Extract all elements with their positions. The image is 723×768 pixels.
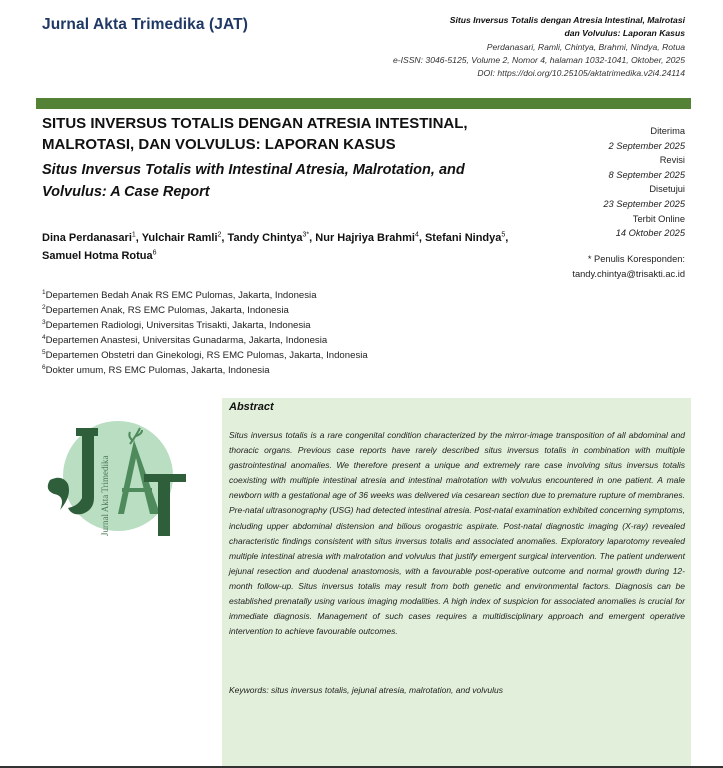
running-title-line2: dan Volvulus: Laporan Kasus <box>564 28 685 39</box>
author <box>142 232 228 244</box>
author <box>42 232 142 244</box>
journal-title: Jurnal Akta Trimedika (JAT) <box>42 16 248 33</box>
author <box>42 250 157 262</box>
received-date: 2 September 2025 <box>608 140 685 151</box>
author-separator: , <box>309 232 316 244</box>
received-label: Diterima <box>650 126 685 136</box>
affiliation-sup: 2 <box>42 303 46 311</box>
author-affil-sup: 4 <box>414 231 419 239</box>
affiliation-sup: 5 <box>42 349 46 357</box>
abstract-box <box>222 398 691 768</box>
author-separator: , <box>221 232 228 244</box>
jat-logo-graphic <box>38 418 188 538</box>
author-list <box>42 229 512 265</box>
logo-j-tail <box>48 478 69 510</box>
affiliation-text: Departemen Anak, RS EMC Pulomas, Jakarta, Indonesia <box>45 305 289 317</box>
article-title-indonesian: SITUS INVERSUS TOTALIS DENGAN ATRESIA INTESTINAL, MALROTASI, DAN VOLVULUS: LAPORAN KASUS <box>42 115 468 153</box>
author-name: Tandy Chintya <box>227 232 303 244</box>
author-affil-sup: 3* <box>302 231 310 239</box>
affiliation-text: Dokter umum, RS EMC Pulomas, Jakarta, Indonesia <box>45 365 270 377</box>
correspondence <box>485 252 685 281</box>
author-name: Dina Perdanasari <box>42 232 132 244</box>
author-affil-sup: 2 <box>217 231 222 239</box>
affiliation-item <box>42 288 512 303</box>
author-separator: , <box>135 232 142 244</box>
accepted-date: 23 September 2025 <box>603 198 685 209</box>
keywords: Keywords: situs inversus totalis, jejunal atresia, malrotation, and volvulus <box>229 685 504 695</box>
jat-logo-icon <box>38 418 188 538</box>
running-authors: Perdanasari, Ramli, Chintya, Brahmi, Nindya, Rotua <box>486 41 685 52</box>
abstract-text: Situs inversus totalis is a rare congenital condition characterized by the mirror-image transposition of all abdominal and thoracic organs. Previous case reports have rarely described situs inversus totalis in combination with multiple gastrointestinal anomalies. We therefore present a unique and extremely rare case involving situs inversus totalis coexisting with multiple intestinal atresia and intestinal malrotation with volvulus encountered in one patient. A male newborn with a gestational age of 36 weeks was delivered via cesarean section due to premature rupture of membranes. Pre-natal ultrasonography (USG) had detected intestinal atresia. Post-natal examination exhibited concerning symptoms, including upper abdominal distension and bilious orogastric aspirate. Post-natal diagnostic imaging (X-ray) revealed characteristic findings consistent with situs inversus totalis and associated anomalies. Exploratory laparotomy revealed multiple intestinal atresia with malrotation and volvulus that justify emergent surgical intervention. The patient underwent jejunal resection and duodenal anastomosis, with a favourable post-operative outcome and normal growth during 12-month follow-up. Situs inversus totalis may result from both genetic and environmental factors. Diagnosis can be established prenatally using various imaging modalities. A high index of suspicion for associated anomalies is crucial for immediate diagnosis. Management of such cases requires a multidisciplinary approach and emergent operative intervention to achieve favourable outcomes. <box>229 430 685 637</box>
logo-vertical-text: Jurnal Akta Trimedika <box>100 455 110 536</box>
affiliation-item <box>42 333 512 348</box>
affiliation-item <box>42 303 512 318</box>
logo-a-crossbar <box>122 488 152 492</box>
running-title-line1: Situs Inversus Totalis dengan Atresia Intestinal, Malrotasi <box>449 15 685 25</box>
author-affil-sup: 6 <box>152 249 157 257</box>
author-affil-sup: 5 <box>501 231 506 239</box>
author <box>315 232 425 244</box>
author-separator: , <box>505 232 509 244</box>
affiliation-text: Departemen Anastesi, Universitas Gunadarma, Jakarta, Indonesia <box>45 335 328 347</box>
revised-label: Revisi <box>659 155 685 166</box>
online-label: Terbit Online <box>632 213 685 224</box>
revised-date: 8 September 2025 <box>608 169 685 180</box>
affiliation-sup: 6 <box>42 364 46 372</box>
logo-t-stem <box>158 474 170 536</box>
author-separator: , <box>418 232 425 244</box>
header-divider-bar <box>36 98 691 109</box>
affiliation-item <box>42 318 512 333</box>
affiliation-text: Departemen Obstetri dan Ginekologi, RS EMC Pulomas, Jakarta, Indonesia <box>45 350 368 362</box>
accepted-label: Disetujui <box>649 184 685 195</box>
affiliation-list <box>42 288 512 379</box>
issn-line: e-ISSN: 3046-5125, Volume 2, Nomor 4, halaman 1032-1041, Oktober, 2025 <box>392 54 685 65</box>
author <box>228 232 316 244</box>
online-date: 14 Oktober 2025 <box>615 228 685 239</box>
article-title-english: Situs Inversus Totalis with Intestinal Atresia, Malrotation, and Volvulus: A Case Report <box>42 162 465 200</box>
affiliation-sup: 1 <box>42 288 46 296</box>
author-name: Samuel Hotma Rotua <box>42 250 153 262</box>
doi-link[interactable]: DOI: https://doi.org/10.25105/aktatrimedika.v2i4.24114 <box>477 68 685 79</box>
affiliation-text: Departemen Bedah Anak RS EMC Pulomas, Jakarta, Indonesia <box>45 290 317 301</box>
author <box>425 232 508 244</box>
author-name: Yulchair Ramli <box>141 232 218 244</box>
correspondence-label: * Penulis Koresponden: <box>587 254 685 264</box>
author-affil-sup: 1 <box>131 231 136 239</box>
author-name: Nur Hajriya Brahmi <box>315 232 415 244</box>
affiliation-item <box>42 348 512 363</box>
affiliation-sup: 3 <box>42 319 46 326</box>
correspondence-email[interactable]: tandy.chintya@trisakti.ac.id <box>572 268 685 279</box>
abstract-heading: Abstract <box>229 401 274 413</box>
running-head <box>325 14 685 80</box>
affiliation-item <box>42 363 512 378</box>
author-name: Stefani Nindya <box>424 232 502 244</box>
article-dates <box>525 124 685 241</box>
affiliation-text: Departemen Radiologi, Universitas Trisakti, Jakarta, Indonesia <box>45 320 311 332</box>
affiliation-sup: 4 <box>42 334 46 342</box>
